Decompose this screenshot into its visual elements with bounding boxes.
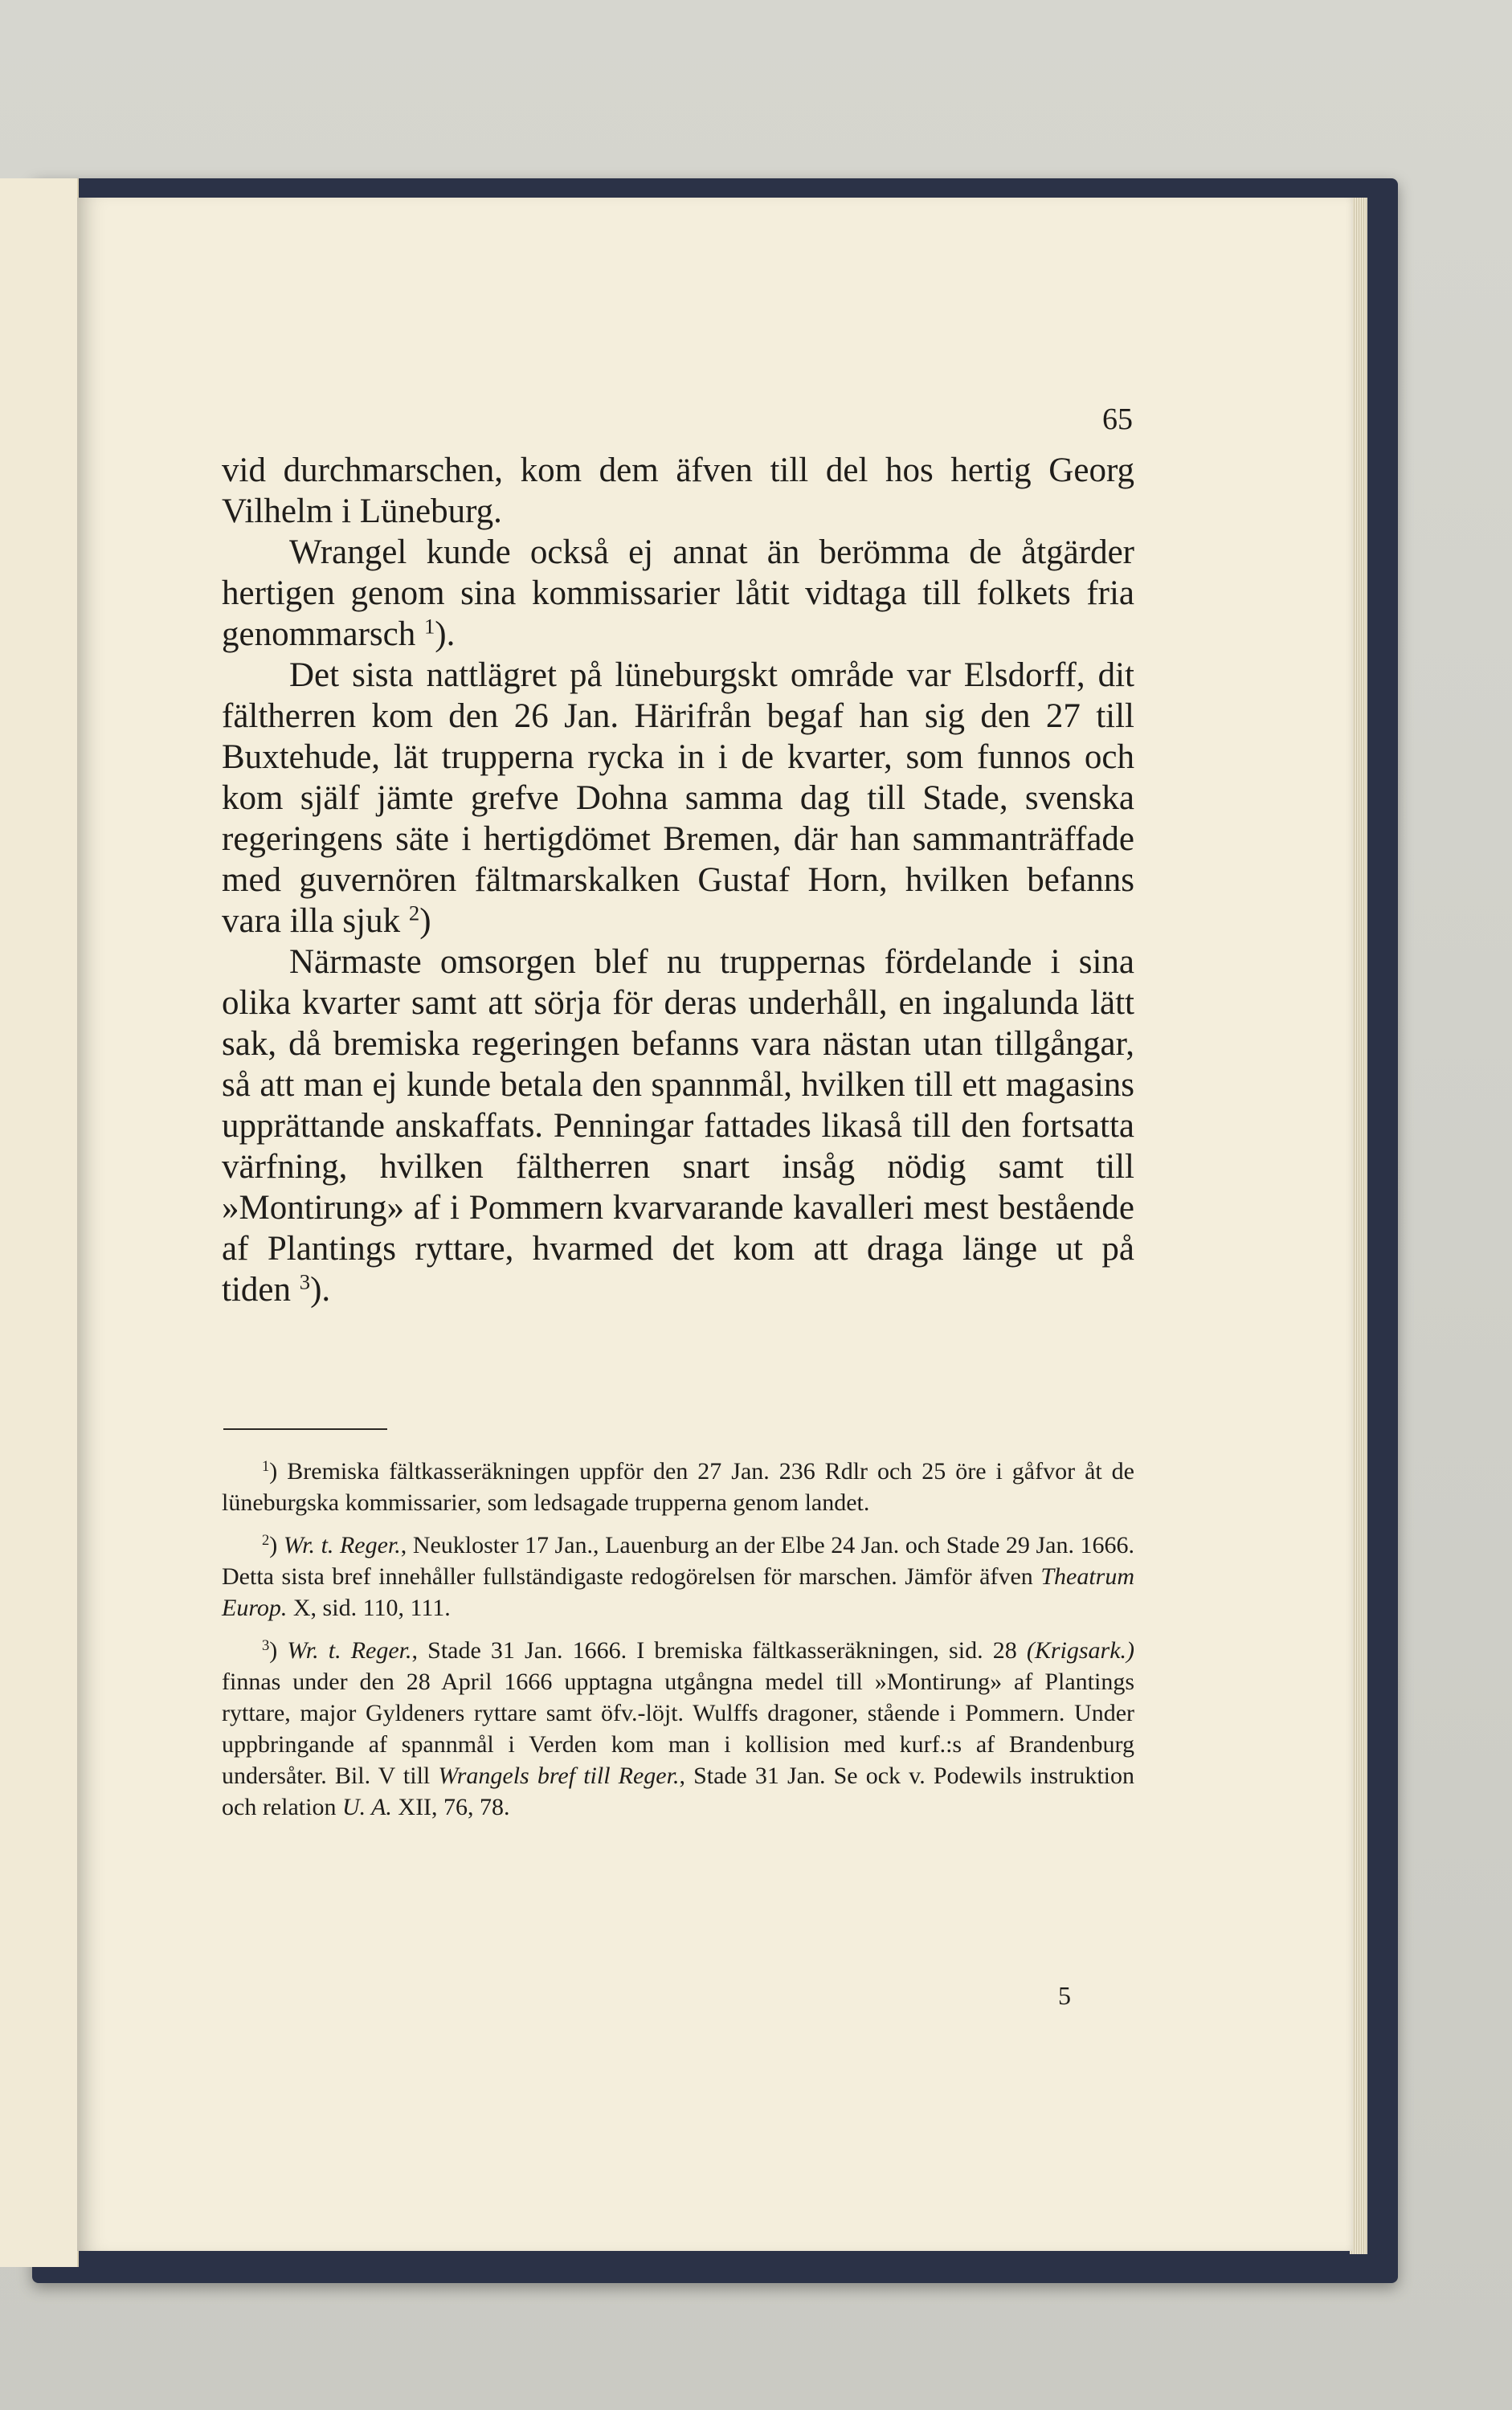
paragraph-3-text: Det sista nattlägret på lüneburgskt område var Elsdorff, dit fältherren kom den 26 Jan. Härifrån begaf han sig den 27 till Buxtehude, lät trupperna rycka in i de kvarter, som funnos och kom själf jämte grefve Dohna samma dag till Stade, svenska regeringens säte i hertigdömet Bremen, där han sammanträffade med guvernören fältmarskalken Gustaf Horn, hvilken befanns vara illa sjuk <box>222 656 1134 940</box>
paragraph-1-text: vid durchmarschen, kom dem äfven till del hos hertig Georg Vilhelm i Lüneburg. <box>222 451 1134 530</box>
footnote-3-text-3: , Stade 31 Jan. Se ock v. Podewils instruktion och relation <box>222 1763 1134 1820</box>
previous-page-edge <box>0 178 79 2267</box>
footnote-3-mark: 3 <box>262 1636 270 1654</box>
footnote-3-cite-3: Wrangels bref till Reger. <box>438 1763 680 1789</box>
footnote-3-text-2: finnas under den 28 April 1666 upptagna utgångna medel till »Montirung» af Plantings ryttare, major Gyldeners ryttare samt öfv.-löjt. Wulffs dragoner, stående i Pommern. Under uppbringande af spannmål i Verden kom man i kollision med kurf.:s af Brandenburg undersåter. Bil. V till <box>222 1669 1134 1789</box>
footnote-2: $^2$) Wr. t. Reger., Neukloster 17 Jan., Lauenburg an der Elbe 24 Jan. och Stade 29 Jan. 1666. Detta sista bref innehåller fullständigaste redogörelsen för marschen. Jämför äfven Theatrum Europ. X, sid. 110, 111. <box>222 1531 1135 1621</box>
footnote-2-tail: X, sid. 110, 111. <box>292 1595 451 1621</box>
paragraph-3 <box>222 655 1134 942</box>
paragraph-1 <box>222 450 1134 532</box>
footnote-ref-1: 1 <box>423 614 435 639</box>
footnote-3: $^3$) Wr. t. Reger., Stade 31 Jan. 1666. I bremiska fältkasseräkningen, sid. 28 (Krigsark.) finnas under den 28 April 1666 upptagna utgångna medel till »Montirung» af Plantings ryttare, major Gyldeners ryttare samt öfv.-löjt. Wulffs dragoner, stående i Pommern. Under uppbringande af spannmål i Verden kom man i kollision med kurf.:s af Brandenburg undersåter. Bil. V till Wrangels bref till Reger., Stade 31 Jan. Se ock v. Podewils instruktion och relation U. A. XII, 76, 78. <box>222 1636 1135 1820</box>
paragraph-4-tail: ). <box>310 1271 331 1309</box>
footnote-1 <box>222 1456 1134 1518</box>
footnote-3-cite-4: U. A. <box>341 1794 392 1820</box>
footnote-separator <box>223 1428 387 1430</box>
footnote-2-cite: Wr. t. Reger. <box>283 1532 401 1558</box>
signature-mark: 5 <box>1058 1981 1071 2010</box>
paragraph-4 <box>222 942 1134 1310</box>
footnote-3-cite-2: (Krigsark.) <box>1026 1637 1135 1664</box>
footnote-ref-3: 3 <box>299 1269 311 1294</box>
paragraph-2-text: Wrangel kunde också ej annat än berömma de åtgärder hertigen genom sina kommissarier låtit vidtaga till folkets fria genommarsch <box>222 533 1134 653</box>
footnote-1-mark: 1 <box>262 1457 270 1475</box>
main-text <box>222 450 1134 1310</box>
footnotes <box>222 1456 1134 1834</box>
footnote-3-text: , Stade 31 Jan. 1666. I bremiska fältkasseräkningen, sid. 28 <box>411 1637 1017 1664</box>
paragraph-4-text: Närmaste omsorgen blef nu truppernas fördelande i sina olika kvarter samt att sörja för deras underhåll, en ingalunda lätt sak, då bremiska regeringen befanns vara nästan utan tillgångar, så att man ej kunde betala den spannmål, hvilken till ett magasins upprättande anskaffats. Penningar fattades likaså till den fortsatta värfning, hvilken fältherren snart insåg nödig samt till »Montirung» af i Pommern kvarvarande kavalleri mest bestående af Plantings ryttare, hvarmed det kom att draga länge ut på tiden <box>222 943 1134 1309</box>
footnote-1-text: ) Bremiska fältkasseräkningen uppför den 27 Jan. 236 Rdlr och 25 öre i gåfvor åt de lüneburgska kommissarier, som ledsagade trupperna genom landet. <box>222 1458 1134 1516</box>
footnote-2-cite-2: Theatrum Europ. <box>222 1563 1135 1621</box>
footnote-3-cite: Wr. t. Reger. <box>287 1637 412 1664</box>
paragraph-3-tail: ) <box>419 902 431 940</box>
paragraph-2 <box>222 532 1134 655</box>
footnote-2-mark: 2 <box>262 1531 270 1549</box>
paragraph-2-tail: ). <box>435 615 456 653</box>
page-number: 65 <box>1102 402 1133 436</box>
footnote-ref-2: 2 <box>408 901 420 925</box>
footnote-3-text-4: XII, 76, 78. <box>398 1794 510 1820</box>
footnote-2-text: , Neukloster 17 Jan., Lauenburg an der Elbe 24 Jan. och Stade 29 Jan. 1666. Detta sista bref innehåller fullständigaste redogörelsen för marschen. Jämför äfven <box>222 1532 1134 1590</box>
